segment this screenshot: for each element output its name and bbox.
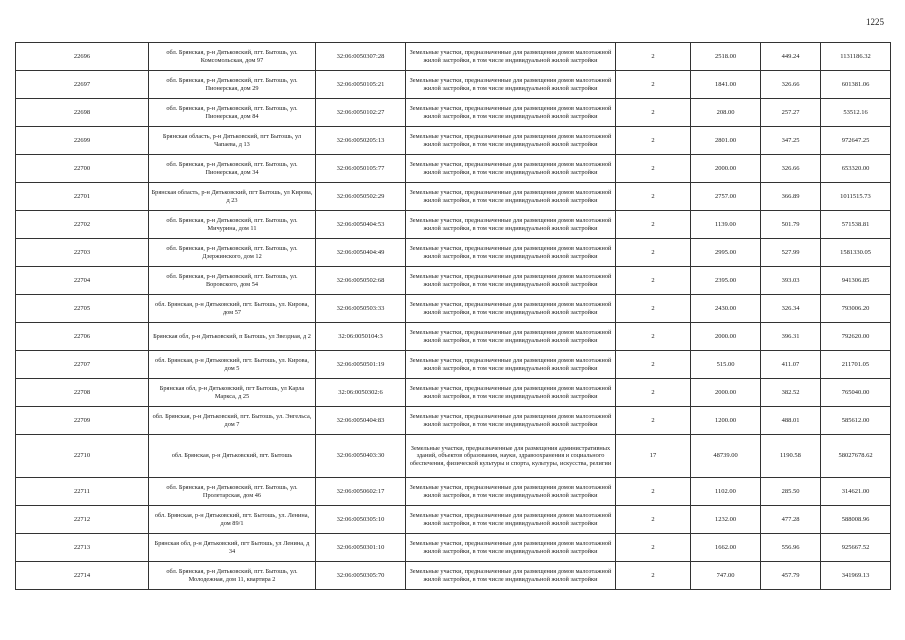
cadastral-number-cell: 32:06:0050502:68 [316,267,406,295]
group-code-cell: 2 [616,407,691,435]
address-cell: Брянская область, р-н Дятьковский, пгт Бытошь, ул Кирова, д 23 [149,183,316,211]
specific-value-cell: 382.52 [761,379,821,407]
table-row [16,562,891,590]
table-row [16,435,891,478]
specific-value-cell: 393.03 [761,267,821,295]
table-row [16,127,891,155]
group-code-cell: 2 [616,239,691,267]
row-number: 22700 [16,155,149,183]
cadastral-value-cell: 571538.81 [821,211,891,239]
area-cell: 2757.00 [691,183,761,211]
row-number: 22711 [16,478,149,506]
specific-value-cell: 326.66 [761,71,821,99]
cadastral-value-cell: 1581330.05 [821,239,891,267]
area-cell: 2000.00 [691,323,761,351]
land-category-cell: Земельные участки, предназначенные для размещения домов малоэтажной жилой застройки, в том числе индивидуальной жилой застройки [406,379,616,407]
address-cell: обл. Брянская, р-н Дятьковский, пгт. Бытошь, ул. Дзержинского, дом 12 [149,239,316,267]
specific-value-cell: 477.28 [761,506,821,534]
row-number: 22702 [16,211,149,239]
table-row [16,478,891,506]
land-category-cell: Земельные участки, предназначенные для размещения домов малоэтажной жилой застройки, в том числе индивидуальной жилой застройки [406,506,616,534]
row-number: 22698 [16,99,149,127]
page-number: 1225 [866,17,884,27]
area-cell: 2000.00 [691,379,761,407]
row-number: 22697 [16,71,149,99]
table-row [16,323,891,351]
land-category-cell: Земельные участки, предназначенные для размещения административных зданий, объектов образования, науки, здравоохранения и социального обеспечения, физической культуры и спорта, культуры, искусства, религии [406,435,616,478]
area-cell: 1841.00 [691,71,761,99]
address-cell: обл. Брянская, р-н Дятьковский, пгт. Бытошь, ул. Воровского, дом 54 [149,267,316,295]
cadastral-value-cell: 941306.85 [821,267,891,295]
group-code-cell: 2 [616,155,691,183]
land-category-cell: Земельные участки, предназначенные для размещения домов малоэтажной жилой застройки, в том числе индивидуальной жилой застройки [406,323,616,351]
table-body [16,43,891,590]
specific-value-cell: 527.99 [761,239,821,267]
specific-value-cell: 326.66 [761,155,821,183]
land-category-cell: Земельные участки, предназначенные для размещения домов малоэтажной жилой застройки, в том числе индивидуальной жилой застройки [406,239,616,267]
address-cell: обл. Брянская, р-н Дятьковский, пгт. Бытошь, ул. Молодежная, дом 11, квартира 2 [149,562,316,590]
table-row [16,71,891,99]
area-cell: 208.00 [691,99,761,127]
group-code-cell: 2 [616,562,691,590]
group-code-cell: 2 [616,43,691,71]
land-category-cell: Земельные участки, предназначенные для размещения домов малоэтажной жилой застройки, в том числе индивидуальной жилой застройки [406,478,616,506]
cadastral-value-cell: 588008.96 [821,506,891,534]
address-cell: Брянская область, р-н Дятьковский, пгт Бытошь, ул Чапаева, д 13 [149,127,316,155]
area-cell: 2000.00 [691,155,761,183]
table-row [16,379,891,407]
cadastral-number-cell: 32:06:0050501:19 [316,351,406,379]
specific-value-cell: 556.96 [761,534,821,562]
address-cell: Брянская обл, р-н Дятьковский, п Бытошь, ул Звездная, д 2 [149,323,316,351]
specific-value-cell: 411.07 [761,351,821,379]
address-cell: обл. Брянская, р-н Дятьковский, пгт. Бытошь, ул. Пионерская, дом 29 [149,71,316,99]
address-cell: обл. Брянская, р-н Дятьковский, пгт. Бытошь, ул. Пионерская, дом 34 [149,155,316,183]
specific-value-cell: 449.24 [761,43,821,71]
address-cell: Брянская обл, р-н Дятьковский, пгт Бытошь, ул Карла Маркса, д 25 [149,379,316,407]
cadastral-number-cell: 32:06:0050602:17 [316,478,406,506]
group-code-cell: 17 [616,435,691,478]
cadastral-value-table [15,42,891,590]
area-cell: 2995.00 [691,239,761,267]
specific-value-cell: 488.01 [761,407,821,435]
address-cell: обл. Брянская, р-н Дятьковский, пгт. Бытошь [149,435,316,478]
cadastral-value-cell: 925667.52 [821,534,891,562]
land-category-cell: Земельные участки, предназначенные для размещения домов малоэтажной жилой застройки, в том числе индивидуальной жилой застройки [406,155,616,183]
cadastral-value-cell: 585612.00 [821,407,891,435]
table-row [16,99,891,127]
cadastral-value-cell: 601381.06 [821,71,891,99]
cadastral-value-cell: 792620.00 [821,323,891,351]
row-number: 22707 [16,351,149,379]
cadastral-value-cell: 765040.00 [821,379,891,407]
cadastral-value-cell: 58027678.62 [821,435,891,478]
table-row [16,211,891,239]
group-code-cell: 2 [616,478,691,506]
group-code-cell: 2 [616,534,691,562]
row-number: 22714 [16,562,149,590]
land-category-cell: Земельные участки, предназначенные для размещения домов малоэтажной жилой застройки, в том числе индивидуальной жилой застройки [406,407,616,435]
table-row [16,407,891,435]
row-number: 22705 [16,295,149,323]
row-number: 22712 [16,506,149,534]
group-code-cell: 2 [616,211,691,239]
row-number: 22709 [16,407,149,435]
cadastral-value-cell: 1131186.32 [821,43,891,71]
land-category-cell: Земельные участки, предназначенные для размещения домов малоэтажной жилой застройки, в том числе индивидуальной жилой застройки [406,71,616,99]
group-code-cell: 2 [616,379,691,407]
cadastral-number-cell: 32:06:0050404:49 [316,239,406,267]
address-cell: обл. Брянская, р-н Дятьковский, пгт. Бытошь, ул. Мичурина, дом 11 [149,211,316,239]
cadastral-number-cell: 32:06:0050104:3 [316,323,406,351]
cadastral-value-cell: 211701.05 [821,351,891,379]
land-category-cell: Земельные участки, предназначенные для размещения домов малоэтажной жилой застройки, в том числе индивидуальной жилой застройки [406,295,616,323]
land-category-cell: Земельные участки, предназначенные для размещения домов малоэтажной жилой застройки, в том числе индивидуальной жилой застройки [406,99,616,127]
group-code-cell: 2 [616,267,691,295]
cadastral-value-cell: 972647.25 [821,127,891,155]
cadastral-number-cell: 32:06:0050205:13 [316,127,406,155]
row-number: 22703 [16,239,149,267]
cadastral-number-cell: 32:06:0050307:28 [316,43,406,71]
area-cell: 2395.00 [691,267,761,295]
cadastral-number-cell: 32:06:0050102:27 [316,99,406,127]
group-code-cell: 2 [616,506,691,534]
table-row [16,506,891,534]
row-number: 22713 [16,534,149,562]
area-cell: 747.00 [691,562,761,590]
cadastral-value-cell: 53512.16 [821,99,891,127]
group-code-cell: 2 [616,323,691,351]
land-category-cell: Земельные участки, предназначенные для размещения домов малоэтажной жилой застройки, в том числе индивидуальной жилой застройки [406,534,616,562]
cadastral-number-cell: 32:06:0050105:21 [316,71,406,99]
specific-value-cell: 457.79 [761,562,821,590]
cadastral-value-cell: 653320.00 [821,155,891,183]
cadastral-value-cell: 793006.20 [821,295,891,323]
land-category-cell: Земельные участки, предназначенные для размещения домов малоэтажной жилой застройки, в том числе индивидуальной жилой застройки [406,267,616,295]
land-category-cell: Земельные участки, предназначенные для размещения домов малоэтажной жилой застройки, в том числе индивидуальной жилой застройки [406,127,616,155]
row-number: 22708 [16,379,149,407]
area-cell: 1200.00 [691,407,761,435]
specific-value-cell: 1190.58 [761,435,821,478]
row-number: 22699 [16,127,149,155]
group-code-cell: 2 [616,295,691,323]
specific-value-cell: 501.79 [761,211,821,239]
specific-value-cell: 396.31 [761,323,821,351]
area-cell: 515.00 [691,351,761,379]
table-row [16,351,891,379]
specific-value-cell: 257.27 [761,99,821,127]
address-cell: Брянская обл, р-н Дятьковский, пгт Бытошь, ул Ленина, д 34 [149,534,316,562]
cadastral-number-cell: 32:06:0050404:53 [316,211,406,239]
area-cell: 2518.00 [691,43,761,71]
row-number: 22696 [16,43,149,71]
land-category-cell: Земельные участки, предназначенные для размещения домов малоэтажной жилой застройки, в том числе индивидуальной жилой застройки [406,43,616,71]
land-category-cell: Земельные участки, предназначенные для размещения домов малоэтажной жилой застройки, в том числе индивидуальной жилой застройки [406,211,616,239]
cadastral-value-cell: 341969.13 [821,562,891,590]
specific-value-cell: 366.89 [761,183,821,211]
cadastral-number-cell: 32:06:0050305:70 [316,562,406,590]
address-cell: обл. Брянская, р-н Дятьковский, пгт. Бытошь, ул. Кирова, дом 57 [149,295,316,323]
table-row [16,155,891,183]
specific-value-cell: 285.50 [761,478,821,506]
address-cell: обл. Брянская, р-н Дятьковский, пгт. Бытошь, ул. Ленина, дом 89/1 [149,506,316,534]
address-cell: обл. Брянская, р-н Дятьковский, пгт. Бытошь, ул. Комсомольская, дом 97 [149,43,316,71]
address-cell: обл. Брянская, р-н Дятьковский, пгт. Бытошь, ул. Энгельса, дом 7 [149,407,316,435]
table-row [16,239,891,267]
row-number: 22704 [16,267,149,295]
cadastral-number-cell: 32:06:0050302:6 [316,379,406,407]
group-code-cell: 2 [616,71,691,99]
group-code-cell: 2 [616,99,691,127]
cadastral-number-cell: 32:06:0050503:33 [316,295,406,323]
cadastral-value-cell: 314621.00 [821,478,891,506]
area-cell: 2430.00 [691,295,761,323]
cadastral-number-cell: 32:06:0050502:29 [316,183,406,211]
group-code-cell: 2 [616,351,691,379]
row-number: 22710 [16,435,149,478]
cadastral-value-cell: 1011515.73 [821,183,891,211]
area-cell: 1102.00 [691,478,761,506]
land-category-cell: Земельные участки, предназначенные для размещения домов малоэтажной жилой застройки, в том числе индивидуальной жилой застройки [406,183,616,211]
cadastral-number-cell: 32:06:0050105:77 [316,155,406,183]
address-cell: обл. Брянская, р-н Дятьковский, пгт. Бытошь, ул. Пионерская, дом 84 [149,99,316,127]
address-cell: обл. Брянская, р-н Дятьковский, пгт. Бытошь, ул. Пролетарская, дом 46 [149,478,316,506]
table-row [16,183,891,211]
area-cell: 1139.00 [691,211,761,239]
area-cell: 2801.00 [691,127,761,155]
group-code-cell: 2 [616,127,691,155]
cadastral-number-cell: 32:06:0050404:83 [316,407,406,435]
cadastral-number-cell: 32:06:0050305:10 [316,506,406,534]
table-row [16,534,891,562]
cadastral-number-cell: 32:06:0050301:10 [316,534,406,562]
table-row [16,295,891,323]
specific-value-cell: 326.34 [761,295,821,323]
row-number: 22706 [16,323,149,351]
address-cell: обл. Брянская, р-н Дятьковский, пгт. Бытошь, ул. Кирова, дом 5 [149,351,316,379]
specific-value-cell: 347.25 [761,127,821,155]
area-cell: 48739.00 [691,435,761,478]
table-row [16,43,891,71]
land-category-cell: Земельные участки, предназначенные для размещения домов малоэтажной жилой застройки, в том числе индивидуальной жилой застройки [406,562,616,590]
land-category-cell: Земельные участки, предназначенные для размещения домов малоэтажной жилой застройки, в том числе индивидуальной жилой застройки [406,351,616,379]
area-cell: 1232.00 [691,506,761,534]
group-code-cell: 2 [616,183,691,211]
table-row [16,267,891,295]
cadastral-number-cell: 32:06:0050403:30 [316,435,406,478]
row-number: 22701 [16,183,149,211]
area-cell: 1662.00 [691,534,761,562]
